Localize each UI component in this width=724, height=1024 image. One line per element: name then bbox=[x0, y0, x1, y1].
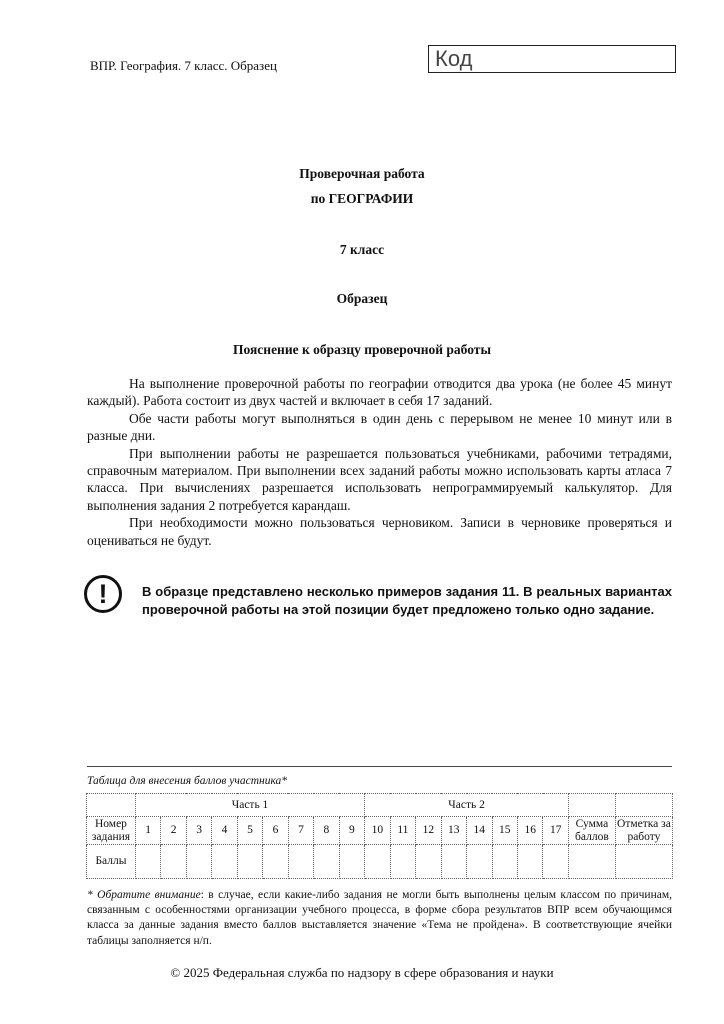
sum-header: Сумма баллов bbox=[568, 817, 615, 845]
score-cell[interactable] bbox=[161, 845, 186, 879]
part1-header: Часть 1 bbox=[135, 794, 364, 817]
task-number-cell: 11 bbox=[390, 817, 415, 845]
score-cell[interactable] bbox=[135, 845, 160, 879]
task-number-label: Номер задания bbox=[87, 817, 136, 845]
work-title-line2: по ГЕОГРАФИИ bbox=[310, 191, 414, 206]
instruction-paragraph: При необходимости можно пользоваться черновиком. Записи в черновике проверяться и оцениваться не будут. bbox=[87, 515, 672, 548]
score-cell[interactable] bbox=[288, 845, 313, 879]
score-cell[interactable] bbox=[314, 845, 339, 879]
score-table bbox=[86, 793, 673, 879]
sum-cell[interactable] bbox=[568, 845, 615, 879]
task-number-cell: 16 bbox=[517, 817, 542, 845]
explanation-heading: Пояснение к образцу проверочной работы bbox=[233, 342, 491, 357]
table-corner-cell bbox=[615, 794, 672, 817]
score-cell[interactable] bbox=[416, 845, 441, 879]
score-row-label: Баллы bbox=[87, 845, 136, 879]
table-corner-cell bbox=[87, 794, 136, 817]
score-cell[interactable] bbox=[467, 845, 492, 879]
task-number-cell: 15 bbox=[492, 817, 517, 845]
score-table-caption: Таблица для внесения баллов участника* bbox=[87, 775, 288, 787]
score-cell[interactable] bbox=[237, 845, 262, 879]
score-cell[interactable] bbox=[339, 845, 365, 879]
grade-label: 7 класс bbox=[339, 242, 385, 257]
divider bbox=[87, 766, 672, 767]
task-number-cell: 2 bbox=[161, 817, 186, 845]
score-cell[interactable] bbox=[390, 845, 415, 879]
part2-header: Часть 2 bbox=[365, 794, 569, 817]
instruction-paragraph: На выполнение проверочной работы по географии отводится два урока (не более 45 минут каждый). Работа состоит из двух частей и включает в себя 17 заданий. bbox=[87, 376, 672, 409]
task-number-cell: 8 bbox=[314, 817, 339, 845]
note-lead: * Обратите внимание bbox=[87, 889, 201, 901]
header-title: ВПР. География. 7 класс. Образец bbox=[90, 58, 277, 73]
work-title-line1: Проверочная работа bbox=[299, 166, 425, 181]
mark-header: Отметка за работу bbox=[617, 817, 671, 843]
task-number-cell: 1 bbox=[135, 817, 160, 845]
warning-text: В образце представлено несколько примеров задания 11. В реальных вариантах проверочной работы на этой позиции будет предложено только одно задание. bbox=[142, 584, 672, 617]
task-number-cell: 12 bbox=[416, 817, 441, 845]
task-number-cell: 10 bbox=[365, 817, 390, 845]
note-text: : в случае, если какие-либо задания не могли быть выполнены целым классом по причинам, связанным с особенностями организации учебного процесса, в форме сбора результатов ВПР всем обучающимся класса за данные задания вместо баллов выставляется значение «Тема не пройдена». В соответствующие ячейки таблицы заполняется н/п. bbox=[87, 889, 672, 947]
score-cell[interactable] bbox=[492, 845, 517, 879]
exclamation-circle-icon: ! bbox=[84, 575, 122, 613]
instructions-text bbox=[87, 375, 672, 549]
task-number-cell: 7 bbox=[288, 817, 313, 845]
score-cell[interactable] bbox=[263, 845, 288, 879]
score-cell[interactable] bbox=[543, 845, 569, 879]
score-cell[interactable] bbox=[441, 845, 466, 879]
task-number-cell: 17 bbox=[543, 817, 569, 845]
score-cell[interactable] bbox=[517, 845, 542, 879]
sample-label: Образец bbox=[336, 291, 388, 306]
score-cell[interactable] bbox=[186, 845, 211, 879]
score-cell[interactable] bbox=[365, 845, 390, 879]
task-number-cell: 9 bbox=[339, 817, 365, 845]
task-number-cell: 5 bbox=[237, 817, 262, 845]
table-corner-cell bbox=[568, 794, 615, 817]
attention-note bbox=[87, 888, 672, 949]
task-number-cell: 3 bbox=[186, 817, 211, 845]
instruction-paragraph: Обе части работы могут выполняться в один день с перерывом не менее 10 минут или в разные дни. bbox=[87, 410, 672, 444]
copyright-footer: © 2025 Федеральная служба по надзору в сфере образования и науки bbox=[170, 965, 554, 980]
task-number-cell: 6 bbox=[263, 817, 288, 845]
task-number-cell: 4 bbox=[212, 817, 237, 845]
score-cell[interactable] bbox=[212, 845, 237, 879]
task-number-cell: 14 bbox=[467, 817, 492, 845]
task-number-cell: 13 bbox=[441, 817, 466, 845]
instruction-paragraph: При выполнении работы не разрешается пользоваться учебниками, рабочими тетрадями, справочным материалом. При выполнении всех заданий работы можно использовать карты атласа 7 класса. При вычислениях разрешается использовать непрограммируемый калькулятор. Для выполнения задания 2 потребуется карандаш. bbox=[87, 445, 672, 513]
mark-cell[interactable] bbox=[615, 845, 672, 879]
code-field[interactable]: Код bbox=[428, 45, 676, 73]
